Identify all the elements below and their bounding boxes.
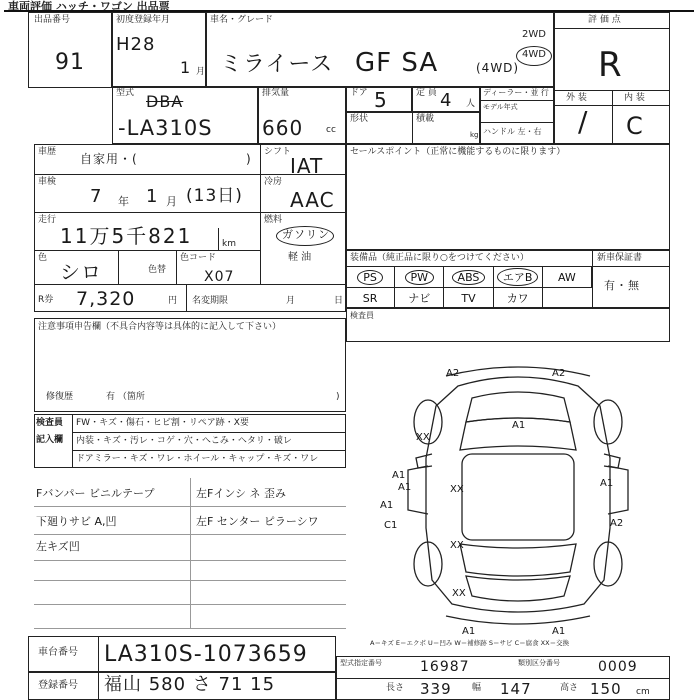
type-designation-value: 16987	[420, 659, 470, 675]
mileage-label: 走行	[38, 215, 57, 225]
equipment-item	[444, 288, 493, 308]
usage-close: )	[246, 152, 252, 166]
aircon-label: 冷房	[264, 177, 283, 187]
remark-left-2: 下廻りサビ A,凹	[36, 515, 117, 528]
equipment-item-label: カワ	[506, 292, 529, 305]
checklist-row-1: FW・キズ・傷石・ヒビ割・リペア跡・X要	[76, 418, 249, 428]
sales-point-box	[346, 144, 670, 250]
load-unit: kg	[470, 131, 479, 139]
warranty-value: 有・無	[604, 279, 640, 292]
damage-mark: XX	[416, 432, 430, 443]
damage-mark: A2	[446, 368, 460, 379]
drive-2wd: 2WD	[522, 29, 546, 40]
recycle-term-label: 名変期限	[192, 296, 229, 306]
category-value: 0009	[598, 659, 638, 675]
damage-legend: A＝キズ E＝エクボ U＝凹み W＝補修跡 S＝サビ C＝腐食 XX＝交換	[370, 639, 570, 647]
model-drive-note: (4WD)	[476, 61, 520, 75]
model-grade: GF SA	[355, 48, 439, 78]
type-designation-label: 型式指定番号	[340, 659, 382, 667]
repair-history-value: 有 （箇所	[106, 392, 145, 402]
shift-value: IAT	[290, 154, 324, 178]
equipment-item	[444, 267, 493, 287]
capacity-value: 4	[440, 90, 453, 111]
displacement-unit: cc	[326, 125, 336, 135]
usage-label: 車歴	[38, 147, 57, 157]
chassis-value: LA310S-1073659	[104, 642, 308, 667]
mileage-unit: km	[222, 239, 236, 249]
sales-point-label: セールスポイント（正常に機能するものに限ります）	[350, 147, 566, 157]
category-label: 類別区分番号	[518, 659, 560, 667]
fuel-value: ガソリン	[282, 228, 330, 241]
length-value: 339	[420, 680, 452, 698]
equipment-item	[346, 267, 395, 287]
displacement-label: 排気量	[262, 88, 290, 98]
width-value: 147	[500, 680, 532, 698]
doors-value: 5	[374, 88, 388, 112]
usage-value: 自家用・(	[80, 152, 138, 166]
damage-mark: A1	[552, 626, 566, 637]
remark-right-2: 左F センター ピラーシワ	[196, 515, 319, 528]
displacement-value: 660	[262, 116, 304, 140]
capacity-label: 定 員	[416, 88, 437, 98]
equipment-item	[494, 288, 543, 308]
checklist-row-2: 内装・キズ・汚レ・コゲ・穴・へこみ・ヘタリ・破レ	[76, 436, 292, 446]
color-code-value: X07	[204, 269, 235, 285]
dealer-label: ディーラー・並 行	[483, 88, 549, 97]
score-label: 評 価 点	[588, 15, 621, 25]
score-interior: C	[626, 112, 644, 140]
load-label: 積載	[416, 114, 435, 124]
type-value: -LA310S	[118, 116, 213, 140]
damage-mark: A1	[462, 626, 476, 637]
inspection-day: (13日)	[186, 186, 243, 206]
equipment-item-label: エアB	[497, 268, 539, 286]
type-label: 型式	[116, 88, 135, 98]
length-label: 長さ	[386, 683, 405, 693]
notes-box	[34, 318, 346, 412]
handle-label: ハンドル 左・右	[483, 127, 542, 136]
recycle-day-unit: 日	[334, 296, 344, 306]
damage-mark: XX	[450, 540, 464, 551]
checklist-row-3: ドアミラー・キズ・ワレ・ホイール・キャップ・キズ・ワレ	[76, 454, 319, 464]
equipment-item-label: SR	[362, 291, 378, 305]
height-label: 高さ	[560, 683, 579, 693]
color-code-label: 色コード	[180, 253, 217, 263]
form-header: 車両評価 ハッチ・ワゴン 出品票	[8, 0, 170, 13]
type-prefix: DBA	[146, 92, 184, 111]
inspection-month-unit: 月	[166, 195, 177, 208]
registration-month-unit: 月	[196, 67, 206, 77]
equipment-item-label: ナビ	[408, 292, 431, 305]
checklist-left2: 記入欄	[36, 435, 64, 445]
mileage-value: 11万5千821	[60, 224, 193, 248]
damage-mark: XX	[450, 484, 464, 495]
remark-left-3: 左キズ凹	[36, 540, 80, 553]
equipment-item-label: PS	[357, 270, 383, 285]
damage-mark: C1	[384, 520, 398, 531]
plate-label: 登録番号	[38, 680, 78, 691]
dimension-unit: cm	[636, 687, 650, 697]
registration-year: H28	[116, 34, 156, 55]
fuel-alt: 軽 油	[288, 252, 312, 263]
inspector-box	[346, 308, 670, 342]
recycle-unit: 円	[168, 296, 178, 306]
drive-4wd: 4WD	[522, 49, 546, 60]
equipment-item	[395, 288, 444, 308]
score-value: R	[598, 45, 623, 85]
lot-label: 出品番号	[34, 15, 71, 25]
inspection-year-unit: 年	[118, 195, 129, 208]
color-value: シロ	[60, 260, 102, 284]
color-label: 色	[38, 253, 48, 263]
equipment-item	[494, 267, 543, 287]
shape-label: 形状	[350, 114, 369, 124]
score-interior-label: 内 装	[624, 93, 645, 103]
inspection-year: 7	[90, 186, 103, 207]
notes-label: 注意事項申告欄（不具合内容等は具体的に記入して下さい）	[38, 322, 282, 332]
repair-history-label: 修復歴	[46, 392, 74, 402]
score-exterior: /	[578, 105, 589, 138]
equipment-item	[395, 267, 444, 287]
car-damage-diagram	[388, 358, 648, 633]
plate-value: 福山 580 さ 71 15	[104, 674, 276, 695]
recycle-value: 7,320	[76, 288, 136, 310]
registration-month: 1	[180, 58, 192, 77]
damage-mark: A1	[512, 420, 526, 431]
fuel-label: 燃料	[264, 215, 283, 225]
width-label: 幅	[472, 683, 482, 693]
equipment-item-label: ABS	[452, 270, 486, 285]
equipment-item-label: AW	[557, 270, 576, 284]
damage-mark: A2	[610, 518, 624, 529]
score-exterior-label: 外 装	[566, 93, 587, 103]
lot-number: 91	[55, 50, 85, 75]
equipment-label: 装備品（純正品に限り○をつけてください）	[350, 253, 529, 263]
equipment-item-label: PW	[405, 270, 435, 285]
height-value: 150	[590, 680, 622, 698]
model-name: ミライース	[220, 52, 334, 77]
new-car-warranty-label: 新車保証書	[597, 253, 643, 263]
damage-mark: A1	[600, 478, 614, 489]
shift-label: シフト	[264, 147, 292, 157]
damage-mark: A1	[398, 482, 412, 493]
equipment-item-label: TV	[461, 291, 476, 305]
chassis-label: 車台番号	[38, 647, 78, 658]
equipment-item	[346, 288, 395, 308]
repair-history-close: )	[336, 392, 340, 402]
inspection-month: 1	[146, 186, 159, 207]
damage-mark: A2	[552, 368, 566, 379]
registration-label: 初度登録年月	[116, 15, 171, 25]
inspector-label: 検査員	[350, 311, 374, 320]
recycle-label: R券	[38, 295, 54, 305]
model-label: 車名・グレード	[210, 15, 274, 25]
damage-mark: XX	[452, 588, 466, 599]
equipment-item	[543, 267, 592, 287]
aircon-value: AAC	[290, 188, 335, 212]
checklist-left1: 検査員	[36, 418, 64, 428]
recycle-month-unit: 月	[286, 296, 296, 306]
remark-left-1: Fバンパー ビニルテープ	[36, 487, 155, 500]
remark-right-1: 左Fインシ ネ 歪み	[196, 487, 287, 500]
model-year-label: モデル年式	[483, 103, 518, 111]
damage-mark: A1	[380, 500, 394, 511]
color-change-label: 色替	[148, 265, 167, 275]
damage-mark: A1	[392, 470, 406, 481]
doors-label: ドア	[350, 88, 368, 98]
inspection-label: 車検	[38, 177, 57, 187]
capacity-unit: 人	[466, 99, 476, 109]
